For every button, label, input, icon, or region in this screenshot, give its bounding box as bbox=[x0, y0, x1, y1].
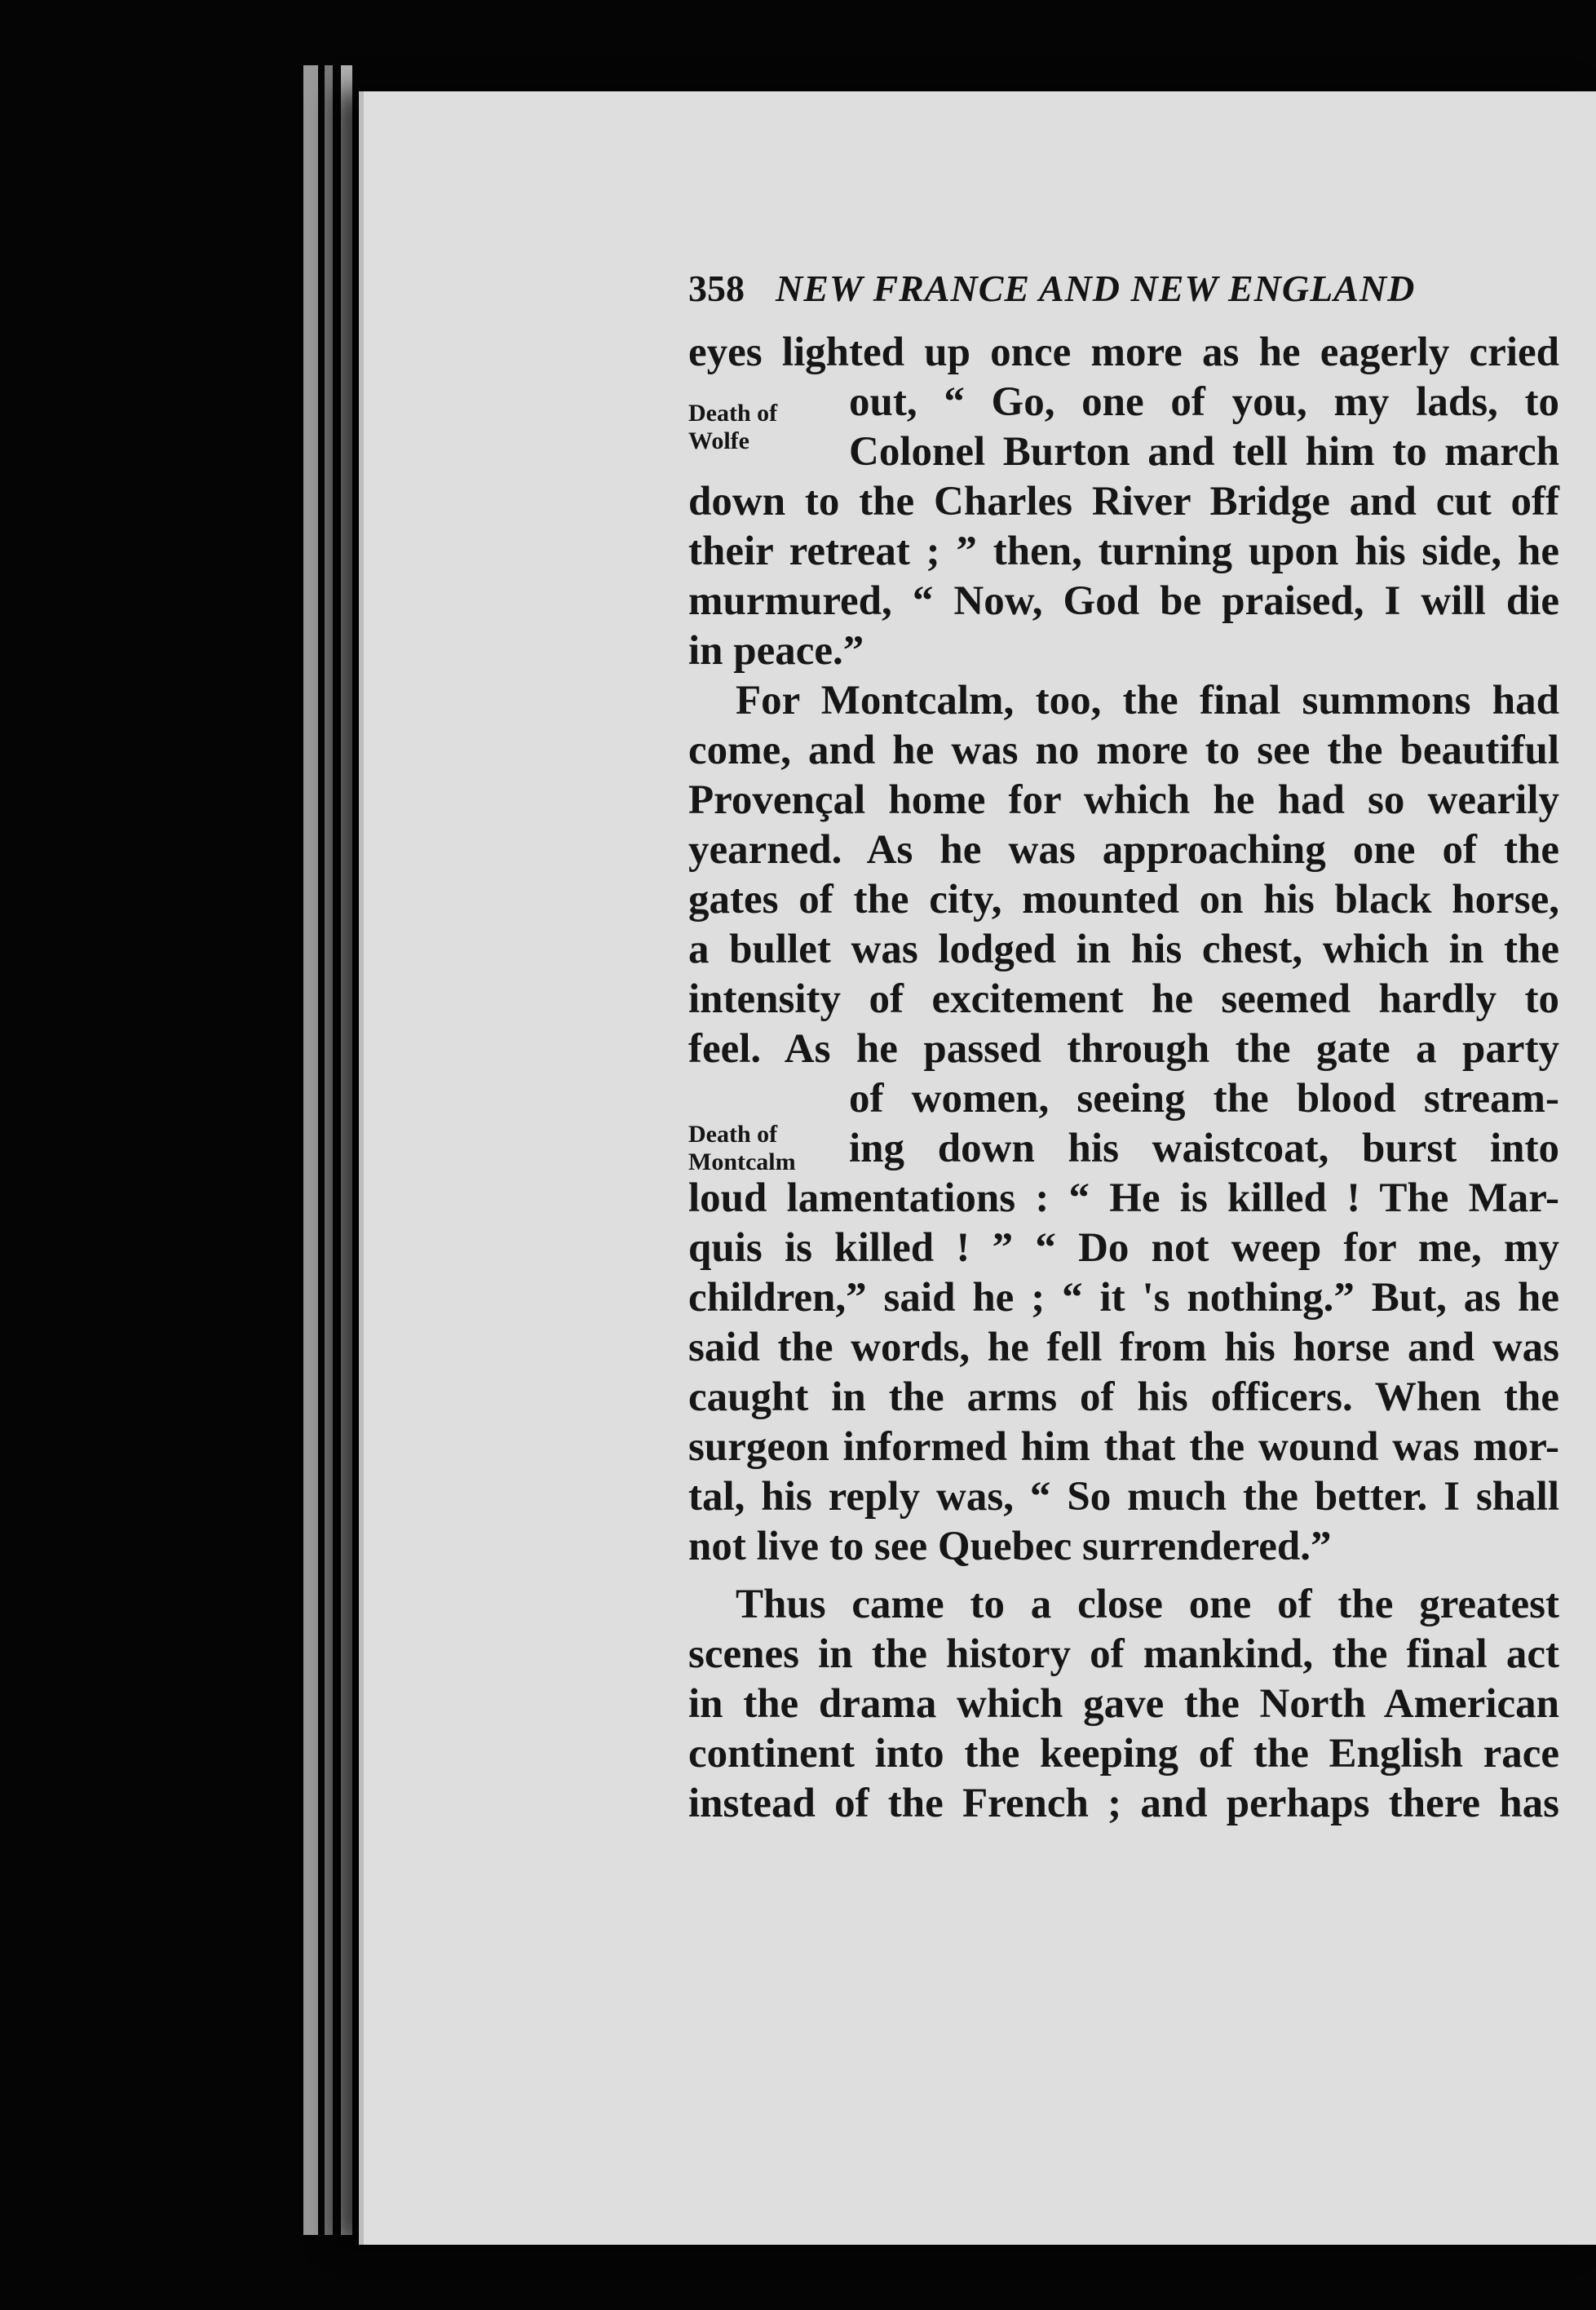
text-line: come, and he was no more to see the beautiful bbox=[688, 728, 1559, 773]
text-line: said the words, he fell from his horse and was bbox=[688, 1325, 1559, 1370]
text-line: ing down his waistcoat, burst into bbox=[849, 1126, 1559, 1171]
text-line: Colonel Burton and tell him to march bbox=[849, 429, 1559, 475]
margin-note-death-of-wolfe: Death of Wolfe bbox=[688, 400, 778, 454]
text-line: For Montcalm, too, the final summons had bbox=[736, 678, 1559, 724]
text-line: loud lamentations : “ He is killed ! The Mar- bbox=[688, 1175, 1559, 1221]
text-line: in the drama which gave the North American bbox=[688, 1681, 1559, 1727]
text-line: caught in the arms of his officers. When the bbox=[688, 1374, 1559, 1420]
text-line: Thus came to a close one of the greatest bbox=[736, 1582, 1559, 1627]
text-line: continent into the keeping of the English race bbox=[688, 1731, 1559, 1777]
text-line: intensity of excitement he seemed hardly to bbox=[688, 976, 1559, 1022]
text-line: in peace.” bbox=[688, 628, 864, 674]
text-line: out, “ Go, one of you, my lads, to bbox=[849, 379, 1559, 425]
text-line: a bullet was lodged in his chest, which in the bbox=[688, 927, 1559, 972]
running-title: NEW FRANCE AND NEW ENGLAND bbox=[776, 268, 1416, 309]
text-line: gates of the city, mounted on his black horse, bbox=[688, 877, 1559, 923]
text-line: feel. As he passed through the gate a party bbox=[688, 1026, 1559, 1072]
book-page bbox=[359, 91, 1596, 2245]
text-line: murmured, “ Now, God be praised, I will die bbox=[688, 578, 1559, 624]
text-line: quis is killed ! ” “ Do not weep for me, my bbox=[688, 1225, 1559, 1271]
text-line: scenes in the history of mankind, the final act bbox=[688, 1631, 1559, 1677]
margin-note-death-of-montcalm: Death of Montcalm bbox=[688, 1121, 796, 1175]
text-line: of women, seeing the blood stream- bbox=[849, 1076, 1559, 1122]
page-stack-edge bbox=[341, 65, 352, 2235]
text-line: down to the Charles River Bridge and cut off bbox=[688, 479, 1559, 524]
text-line: eyes lighted up once more as he eagerly cried bbox=[688, 330, 1559, 375]
running-header bbox=[688, 267, 1415, 310]
page-stack-edge bbox=[325, 65, 333, 2235]
text-line: instead of the French ; and perhaps there has bbox=[688, 1781, 1559, 1826]
text-line: tal, his reply was, “ So much the better. I shall bbox=[688, 1474, 1559, 1520]
text-line: yearned. As he was approaching one of the bbox=[688, 827, 1559, 873]
text-line: surgeon informed him that the wound was mor- bbox=[688, 1424, 1559, 1470]
text-line: their retreat ; ” then, turning upon his side, he bbox=[688, 529, 1559, 574]
text-line: not live to see Quebec surrendered.” bbox=[688, 1524, 1332, 1569]
page-stack-edge bbox=[303, 65, 318, 2235]
page-number: 358 bbox=[688, 268, 745, 309]
text-line: Provençal home for which he had so wearily bbox=[688, 777, 1559, 823]
text-line: children,” said he ; “ it 's nothing.” But, as he bbox=[688, 1275, 1559, 1321]
